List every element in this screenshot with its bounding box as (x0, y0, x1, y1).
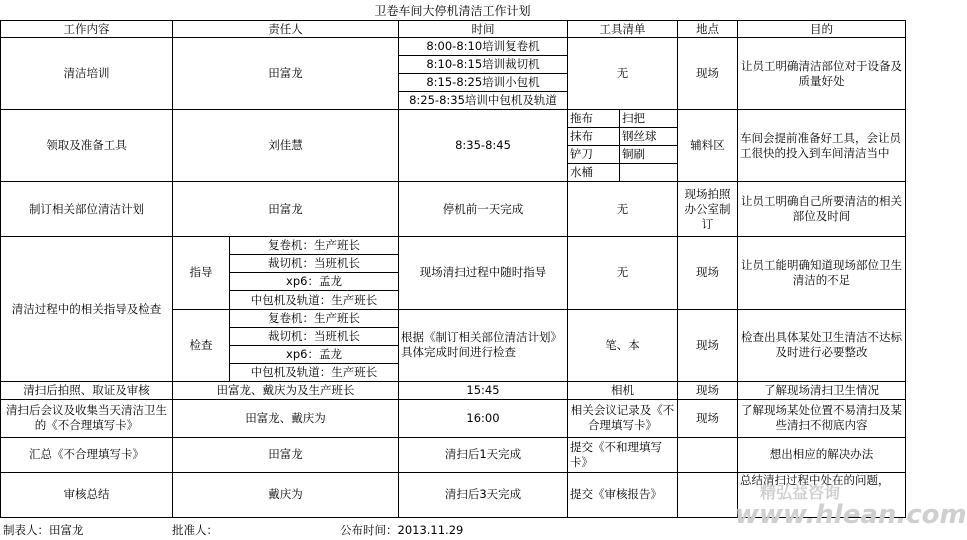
guide-place: 现场 (678, 237, 738, 309)
footer-maker: 制表人：田富龙 (3, 523, 84, 537)
cell-owner: 戴庆为 (173, 472, 399, 517)
check-item: 中包机及轨道：生产班长 (230, 363, 399, 381)
cell-owner: 田富龙 (173, 38, 399, 110)
watermark-url: www.hlean.com (735, 500, 967, 530)
cell-content: 制订相关部位清洁计划 (1, 182, 173, 237)
tool-item: 抹布 (568, 128, 620, 146)
cell-time-slot: 8:10-8:15培训裁切机 (399, 56, 568, 74)
table-row (1, 237, 906, 255)
footer-approver: 批准人： (172, 523, 218, 537)
table-row (1, 110, 906, 128)
cell-purpose: 车间会提前准备好工具，会让员工很快的投入到车间清洁当中 (738, 110, 906, 182)
cell-tools: 无 (568, 38, 678, 110)
cell-time-slot: 8:00-8:10培训复卷机 (399, 38, 568, 56)
tool-item: 钢丝球 (620, 128, 678, 146)
cell-purpose: 想出相应的解决办法 (738, 437, 906, 472)
cell-time: 清扫后3天完成 (399, 472, 568, 517)
cell-content: 清扫后会议及收集当天清洁卫生的《不合理填写卡》 (1, 399, 173, 437)
cell-time: 15:45 (399, 381, 568, 399)
cell-owner: 田富龙、戴庆为及生产班长 (173, 381, 399, 399)
guide-item: 裁切机：当班机长 (230, 255, 399, 273)
cell-tools: 提交《不和理填写卡》 (568, 437, 678, 472)
cell-place (678, 437, 738, 472)
check-place: 现场 (678, 309, 738, 381)
check-item: 复卷机：生产班长 (230, 309, 399, 327)
cell-time: 8:35-8:45 (399, 110, 568, 182)
cell-purpose: 了解现场清扫卫生情况 (738, 381, 906, 399)
check-tools: 笔、本 (568, 309, 678, 381)
table-row (1, 437, 906, 472)
cell-owner: 田富龙、戴庆为 (173, 399, 399, 437)
page-title: 卫卷车间大停机清洁工作计划 (374, 4, 531, 18)
plan-table (0, 20, 906, 518)
cell-content: 审核总结 (1, 472, 173, 517)
cell-time-slot: 8:15-8:25培训小包机 (399, 74, 568, 92)
guide-tools: 无 (568, 237, 678, 309)
cell-content: 领取及准备工具 (1, 110, 173, 182)
tool-item: 拖布 (568, 110, 620, 128)
cell-purpose: 了解现场某处位置不易清扫及某些清扫不彻底内容 (738, 399, 906, 437)
check-purpose: 检查出具体某处卫生清洁不达标及时进行必要整改 (738, 309, 906, 381)
cell-owner: 田富龙 (173, 182, 399, 237)
cell-purpose: 总结清扫过程中处在的问题， (738, 472, 906, 517)
cell-content: 清洁培训 (1, 38, 173, 110)
header-owner: 责任人 (173, 21, 399, 38)
cell-tools: 相关会议记录及《不合理填写卡》 (568, 399, 678, 437)
table-row (1, 399, 906, 437)
cell-place (678, 472, 738, 517)
header-content: 工作内容 (1, 21, 173, 38)
header-time: 时间 (399, 21, 568, 38)
cell-content: 汇总《不合理填写卡》 (1, 437, 173, 472)
cell-time: 16:00 (399, 399, 568, 437)
cell-time-slot: 8:25-8:35培训中包机及轨道 (399, 92, 568, 110)
check-item: 裁切机：当班机长 (230, 327, 399, 345)
check-label: 检查 (173, 309, 230, 381)
cell-tools: 提交《审核报告》 (568, 472, 678, 517)
footer-published: 公布时间：2013.11.29 (340, 523, 464, 537)
tool-item: 铜刷 (620, 146, 678, 164)
cell-tools: 无 (568, 182, 678, 237)
cell-place: 辅料区 (678, 110, 738, 182)
guide-label: 指导 (173, 237, 230, 309)
tool-item: 水桶 (568, 164, 620, 182)
tool-item: 铲刀 (568, 146, 620, 164)
cell-time: 清扫后1天完成 (399, 437, 568, 472)
cell-place: 现场 (678, 381, 738, 399)
cell-content: 清扫后拍照、取证及审核 (1, 381, 173, 399)
cell-content: 清洁过程中的相关指导及检查 (1, 237, 173, 381)
table-row (1, 38, 906, 56)
guide-item: 中包机及轨道：生产班长 (230, 291, 399, 309)
tool-item (620, 164, 678, 182)
check-time: 根据《制订相关部位清洁计划》具体完成时间进行检查 (399, 309, 568, 381)
guide-item: xp6：孟龙 (230, 273, 399, 291)
header-place: 地点 (678, 21, 738, 38)
guide-time: 现场清扫过程中随时指导 (399, 237, 568, 309)
cell-purpose: 让员工明确清洁部位对于设备及质量好处 (738, 38, 906, 110)
tool-item: 扫把 (620, 110, 678, 128)
cell-place: 现场 (678, 399, 738, 437)
cell-place: 现场 (678, 38, 738, 110)
cell-place: 现场拍照办公室制订 (678, 182, 738, 237)
table-row (1, 472, 906, 517)
cell-tools: 相机 (568, 381, 678, 399)
footer (0, 519, 905, 539)
cell-purpose: 让员工明确自己所要清洁的相关部位及时间 (738, 182, 906, 237)
cell-owner: 刘佳慧 (173, 110, 399, 182)
header-purpose: 目的 (738, 21, 906, 38)
watermark-brand: 精弘益咨询 (760, 483, 841, 502)
check-item: xp6：孟龙 (230, 345, 399, 363)
table-row (1, 381, 906, 399)
guide-purpose: 让员工能明确知道现场部位卫生清洁的不足 (738, 237, 906, 309)
header-tools: 工具清单 (568, 21, 678, 38)
cell-owner: 田富龙 (173, 437, 399, 472)
cell-time: 停机前一天完成 (399, 182, 568, 237)
table-row (1, 182, 906, 237)
header-row (1, 21, 906, 38)
guide-item: 复卷机：生产班长 (230, 237, 399, 255)
